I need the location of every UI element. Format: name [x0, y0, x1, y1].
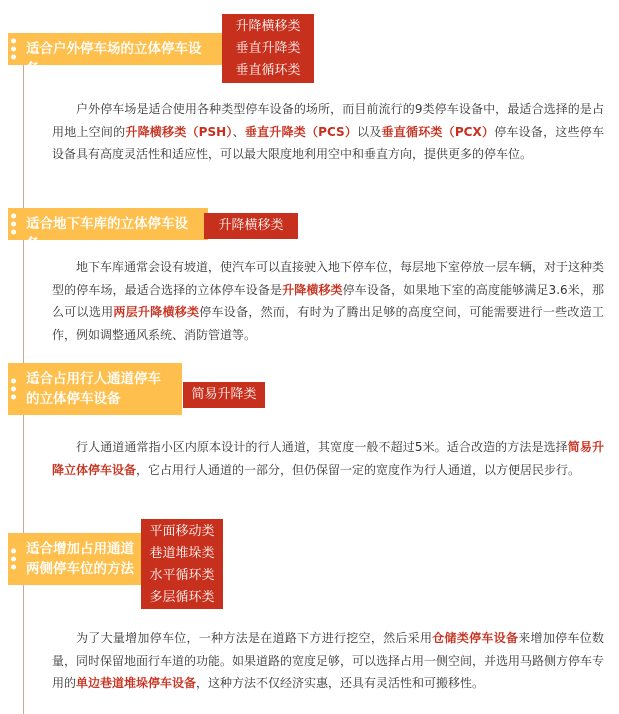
dots-icon	[11, 546, 17, 573]
tag-item: 平面移动类	[149, 524, 215, 539]
tag-group-roadside	[141, 519, 223, 609]
section-paragraph	[52, 436, 604, 481]
dots-icon	[11, 36, 17, 63]
section-paragraph	[52, 98, 604, 166]
section-heading-text: 适合占用行人通道停车的立体停车设备	[26, 371, 161, 407]
paragraph-text: 停车设备，这些停车设备具有高度灵活性和适应性，可以最大限度地利用空中和垂直方向，提供更多的停车位。	[52, 124, 604, 161]
section-heading-text: 适合地下车库的立体停车设备	[26, 216, 188, 252]
highlight-term: 简易升降立体停车设备	[52, 440, 604, 477]
tag-item: 简易升降类	[191, 387, 257, 402]
section-heading-underground	[8, 208, 208, 252]
highlight-term: 升降横移类（PSH）	[125, 124, 233, 139]
paragraph-text: 来增加停车位数量，同时保留地面行车道的功能。如果道路的宽度足够，可以选择占用一侧空间，并选用马路侧方停车专用的	[52, 631, 605, 690]
dots-icon	[11, 376, 17, 403]
highlight-term: 仓储类停车设备	[432, 631, 519, 645]
highlight-term: 垂直循环类（PCX）	[381, 124, 495, 139]
paragraph-text: ，它占用行人通道的一部分，但仍保留一定的宽度作为行人通道，以方便居民步行。	[136, 462, 581, 477]
paragraph-text: 停车设备，然而，有时为了腾出足够的高度空间，可能需要进行一些改造工作，例如调整通风系统、消防管道等。	[52, 305, 604, 342]
tag-item: 垂直升降类	[235, 41, 301, 56]
tag-item: 巷道堆垛类	[149, 546, 215, 561]
section-heading-walkway	[8, 363, 182, 415]
highlight-term: 垂直升降类（PCS）	[244, 124, 358, 139]
tag-group-outdoor	[222, 14, 314, 83]
tag-group-walkway	[183, 382, 265, 408]
paragraph-text: 为了大量增加停车位，一种方法是在道路下方进行挖空，然后采用	[76, 631, 433, 645]
paragraph-text: 地下车库通常会设有坡道，使汽车可以直接驶入地下停车位，每层地下室停放一层车辆，对于这种类型的停车场，最适合选择的立体停车设备是	[52, 260, 605, 297]
section-heading-text: 适合户外停车场的立体停车设备	[26, 41, 202, 77]
tag-item: 垂直循环类	[235, 63, 301, 78]
dots-icon	[11, 211, 17, 238]
tag-item: 升降横移类	[218, 218, 284, 233]
paragraph-text: 、	[232, 124, 245, 139]
tag-item: 水平循环类	[149, 568, 215, 583]
section-paragraph	[52, 256, 604, 346]
section-heading-outdoor	[8, 33, 226, 77]
paragraph-text: 户外停车场是适合使用各种类型停车设备的场所，而目前流行的9类停车设备中，最适合选择的是占用地上空间的	[52, 102, 604, 139]
section-heading-text: 适合增加占用通道两侧停车位的方法	[26, 541, 134, 577]
paragraph-text: ，这种方法不仅经济实惠，还具有灵活性和可搬移性。	[196, 676, 485, 690]
highlight-term: 单边巷道堆垛停车设备	[76, 676, 197, 690]
paragraph-text: 以及	[357, 124, 382, 139]
highlight-term: 升降横移类	[282, 282, 343, 297]
section-paragraph	[52, 627, 604, 695]
paragraph-text: 行人通道通常指小区内原本设计的行人通道，其宽度一般不超过5米。适合改造的方法是选择	[76, 440, 568, 454]
tag-group-underground	[204, 213, 298, 239]
paragraph-text: 停车设备，如果地下室的高度能够满足3.6米，那么可以选用	[52, 282, 604, 319]
tag-item: 升降横移类	[235, 19, 301, 34]
section-heading-roadside	[8, 533, 143, 585]
tag-item: 多层循环类	[149, 590, 215, 605]
highlight-term: 两层升降横移类	[113, 305, 200, 319]
